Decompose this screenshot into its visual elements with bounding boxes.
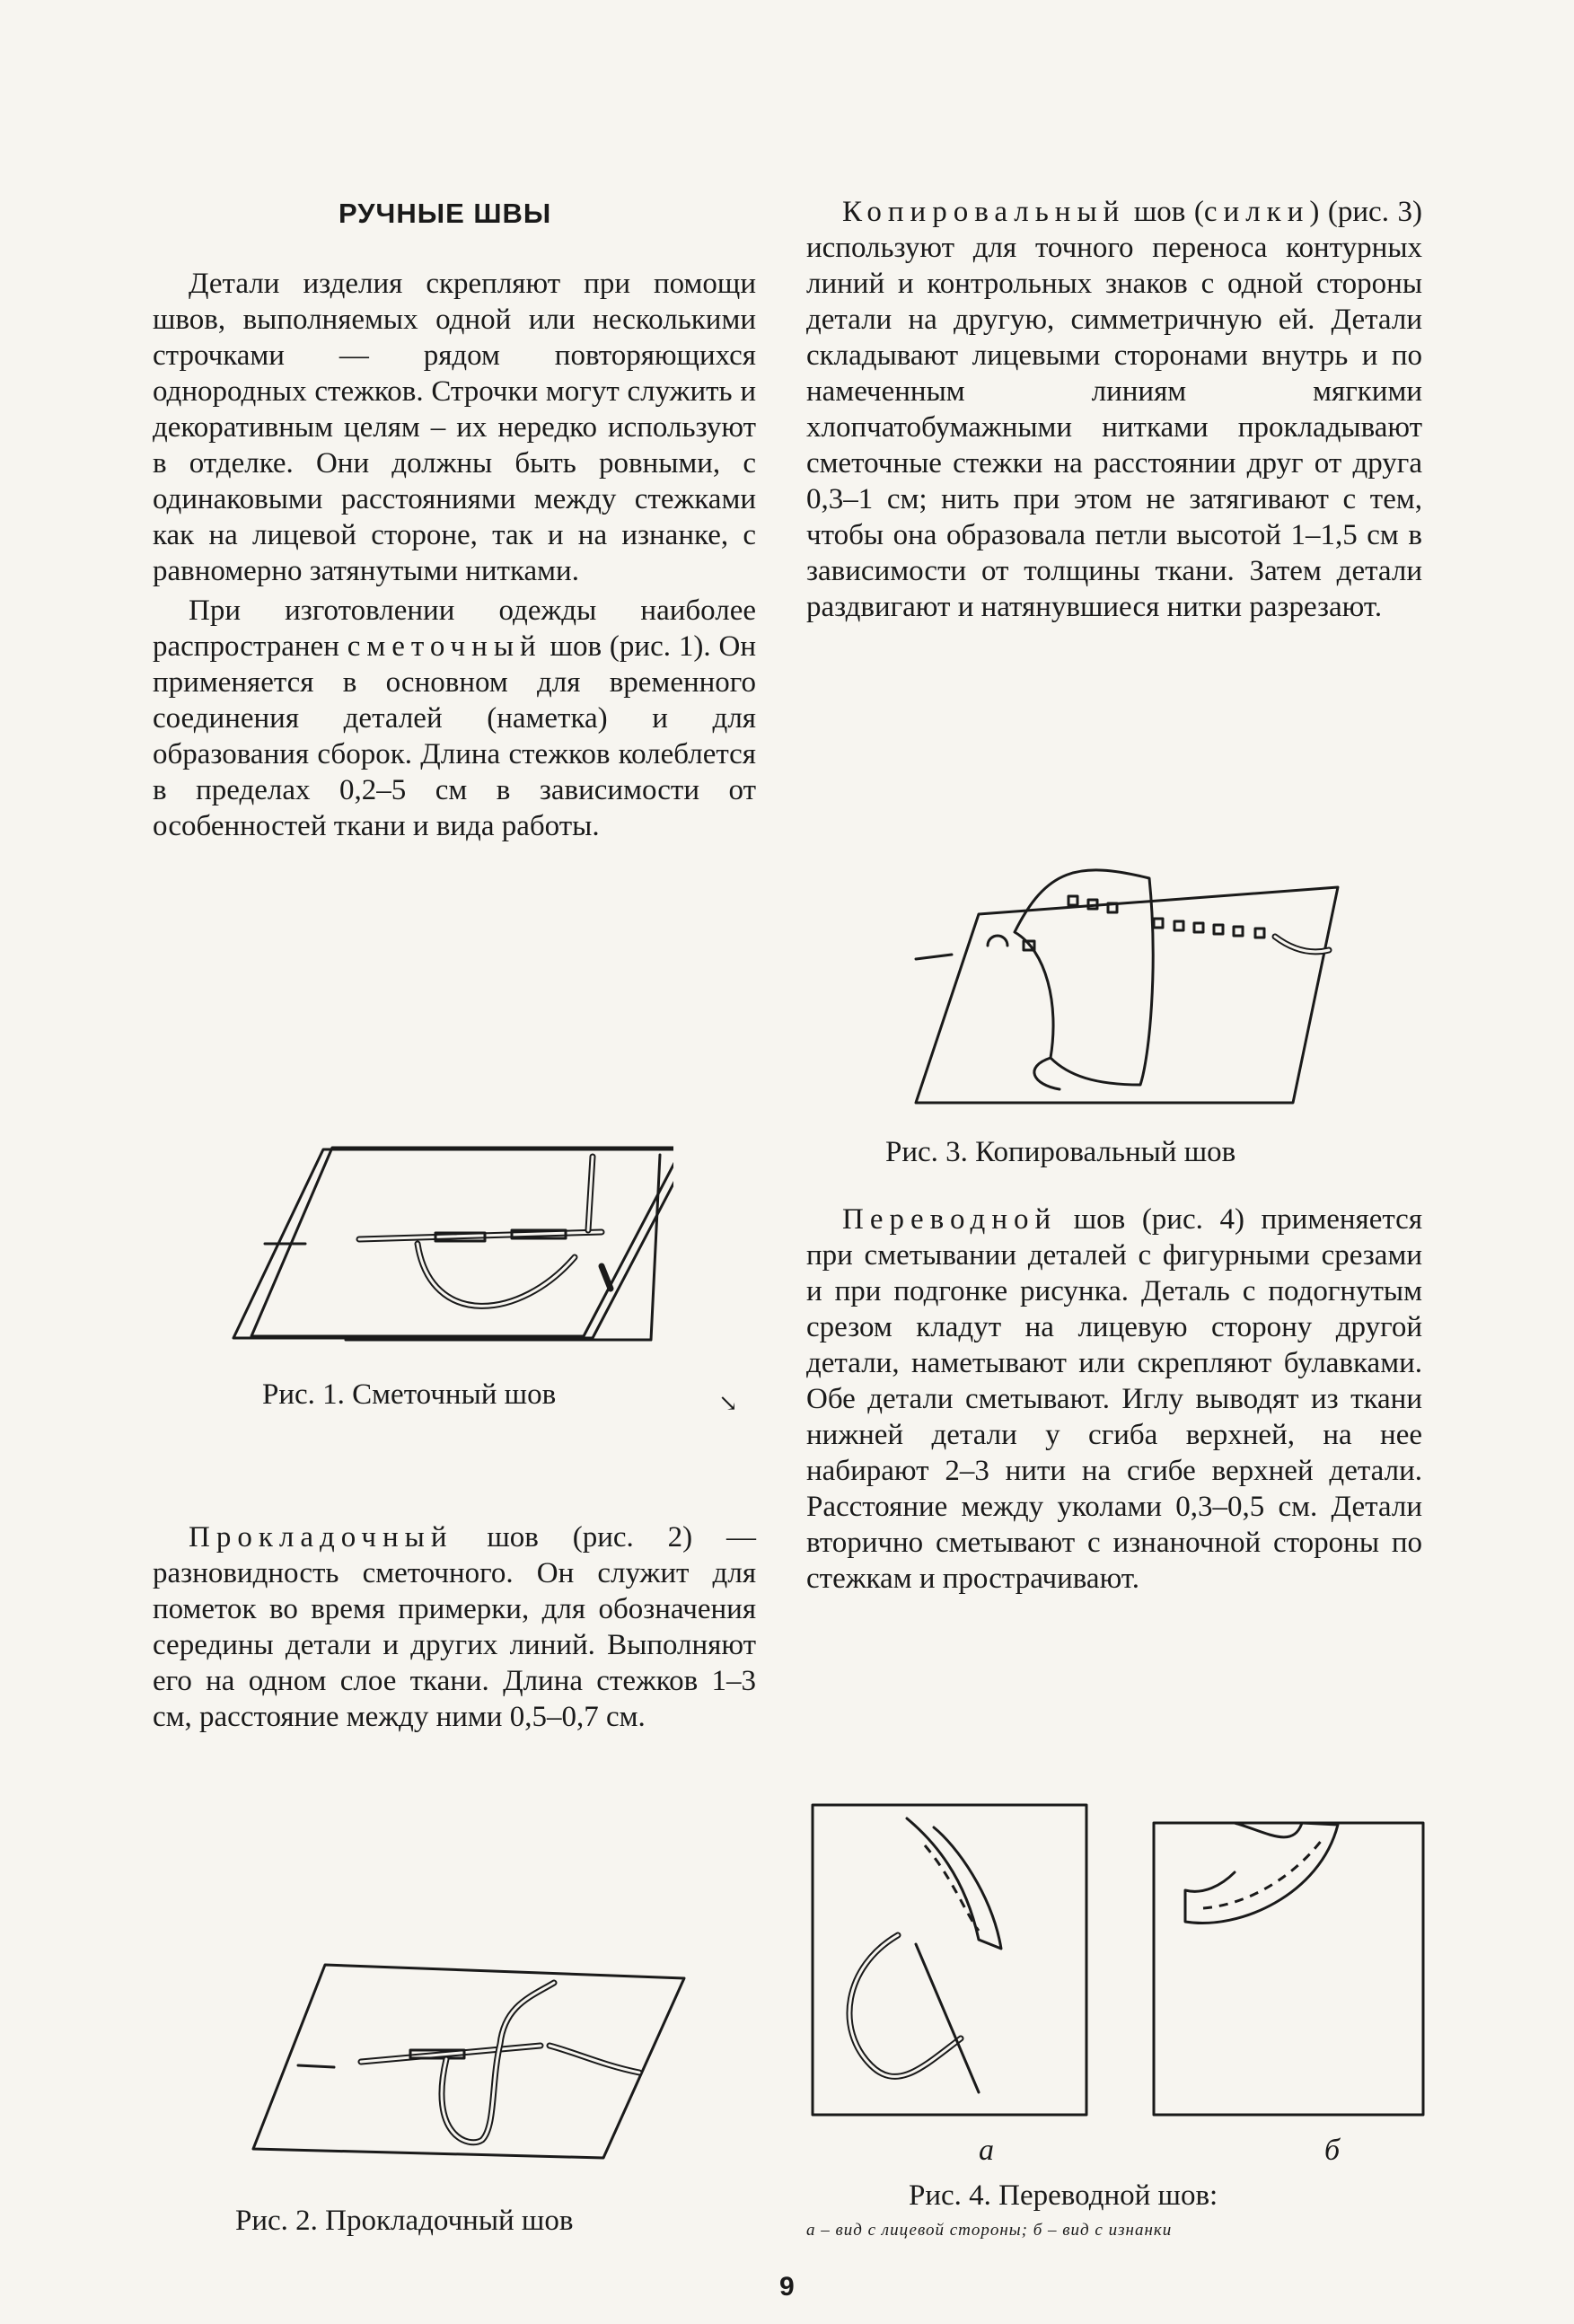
term-marking: Прокладочный — [189, 1521, 453, 1554]
left-column-top — [153, 266, 756, 848]
paragraph-intro: Детали изделия скрепляют при помощи швов, выполняемых одной или несколькими строчками — рядом повторяющихся однородных стежков. Строчки могут служить и декоративным целям – их нередко используют в отделке. Они должны быть ровными, с одинаковыми расстояниями между стежками как на лицевой стороне, так и на изнанке, с равномерно затянутыми нитками. — [153, 268, 756, 587]
right-column-top — [806, 194, 1422, 629]
figure-3-tailor-tack — [889, 860, 1428, 1130]
figure-2-marking-stitch — [244, 1956, 693, 2189]
figure-1-basting-stitch — [224, 1131, 673, 1365]
figure-4-caption: Рис. 4. Переводной шов: — [909, 2179, 1218, 2212]
figure-4-label-a: а — [979, 2134, 994, 2167]
figure-1-caption: Рис. 1. Сметочный шов — [262, 1378, 557, 1411]
figure-2-caption: Рис. 2. Прокладочный шов — [235, 2205, 574, 2237]
figure-4-transfer-stitch — [799, 1796, 1428, 2173]
page-number: 9 — [779, 2272, 795, 2302]
right-column-bottom — [806, 1202, 1422, 1600]
paragraph-transfer: Переводной шов (рис. 4) применяется при сметывании деталей с фигурными срезами и при подгонке рисунка. Деталь с подогнутым срезом кладут на лицевую сторону другой детали, наметывают или скрепляют булавками. Обе детали сметывают. Иглу выводят из ткани нижней детали у сгиба верхней, на нее набирают 2–3 нити на сгибе верхней детали. Расстояние между уколами 0,3–0,5 см. Детали вторично сметывают с изнаночной стороны по стежкам и прострачивают. — [806, 1203, 1422, 1595]
figure-4-subcaption: а – вид с лицевой стороны; б – вид с изнанки — [806, 2221, 1173, 2240]
paragraph-basting: При изготовлении одежды наиболее распространен сметочный шов (рис. 1). Он применяется в основном для временного соединения деталей (наметка) и для образования сборок. Длина стежков колеблется в пределах 0,2–5 см в зависимости от особенностей ткани и вида работы. — [153, 594, 756, 842]
ink-mark: ↘ — [718, 1390, 738, 1416]
term-basting: сметочный — [347, 630, 542, 663]
figure-3-caption: Рис. 3. Копировальный шов — [885, 1136, 1236, 1168]
term-silki: силки — [1203, 196, 1310, 228]
left-column-bottom — [153, 1519, 756, 1739]
paragraph-marking: Прокладочный шов (рис. 2) — разновидность сметочного. Он служит для пометок во время примерки, для обозначения середины детали и других линий. Выполняют его на одном слое ткани. Длина стежков 1–3 см, расстояние между ними 0,5–0,7 см. — [153, 1521, 756, 1733]
paragraph-tailor-tack: Копировальный шов (силки) (рис. 3) используют для точного переноса контурных линий и контрольных знаков с одной стороны детали на другую, симметричную ей. Детали складывают лицевыми сторонами внутрь и по намеченным линиям мягкими хлопчатобумажными нитками прокладывают сметочные стежки на расстоянии друг от друга 0,3–1 см; нить при этом не затягивают с тем, чтобы она образовала петли высотой 1–1,5 см в зависимости от толщины ткани. Затем детали раздвигают и натянувшиеся нитки разрезают. — [806, 196, 1423, 623]
figure-4-label-b: б — [1324, 2134, 1341, 2167]
section-heading: РУЧНЫЕ ШВЫ — [339, 198, 552, 229]
term-tailor-tack: Копировальный — [842, 196, 1126, 228]
term-transfer: Переводной — [842, 1203, 1058, 1236]
